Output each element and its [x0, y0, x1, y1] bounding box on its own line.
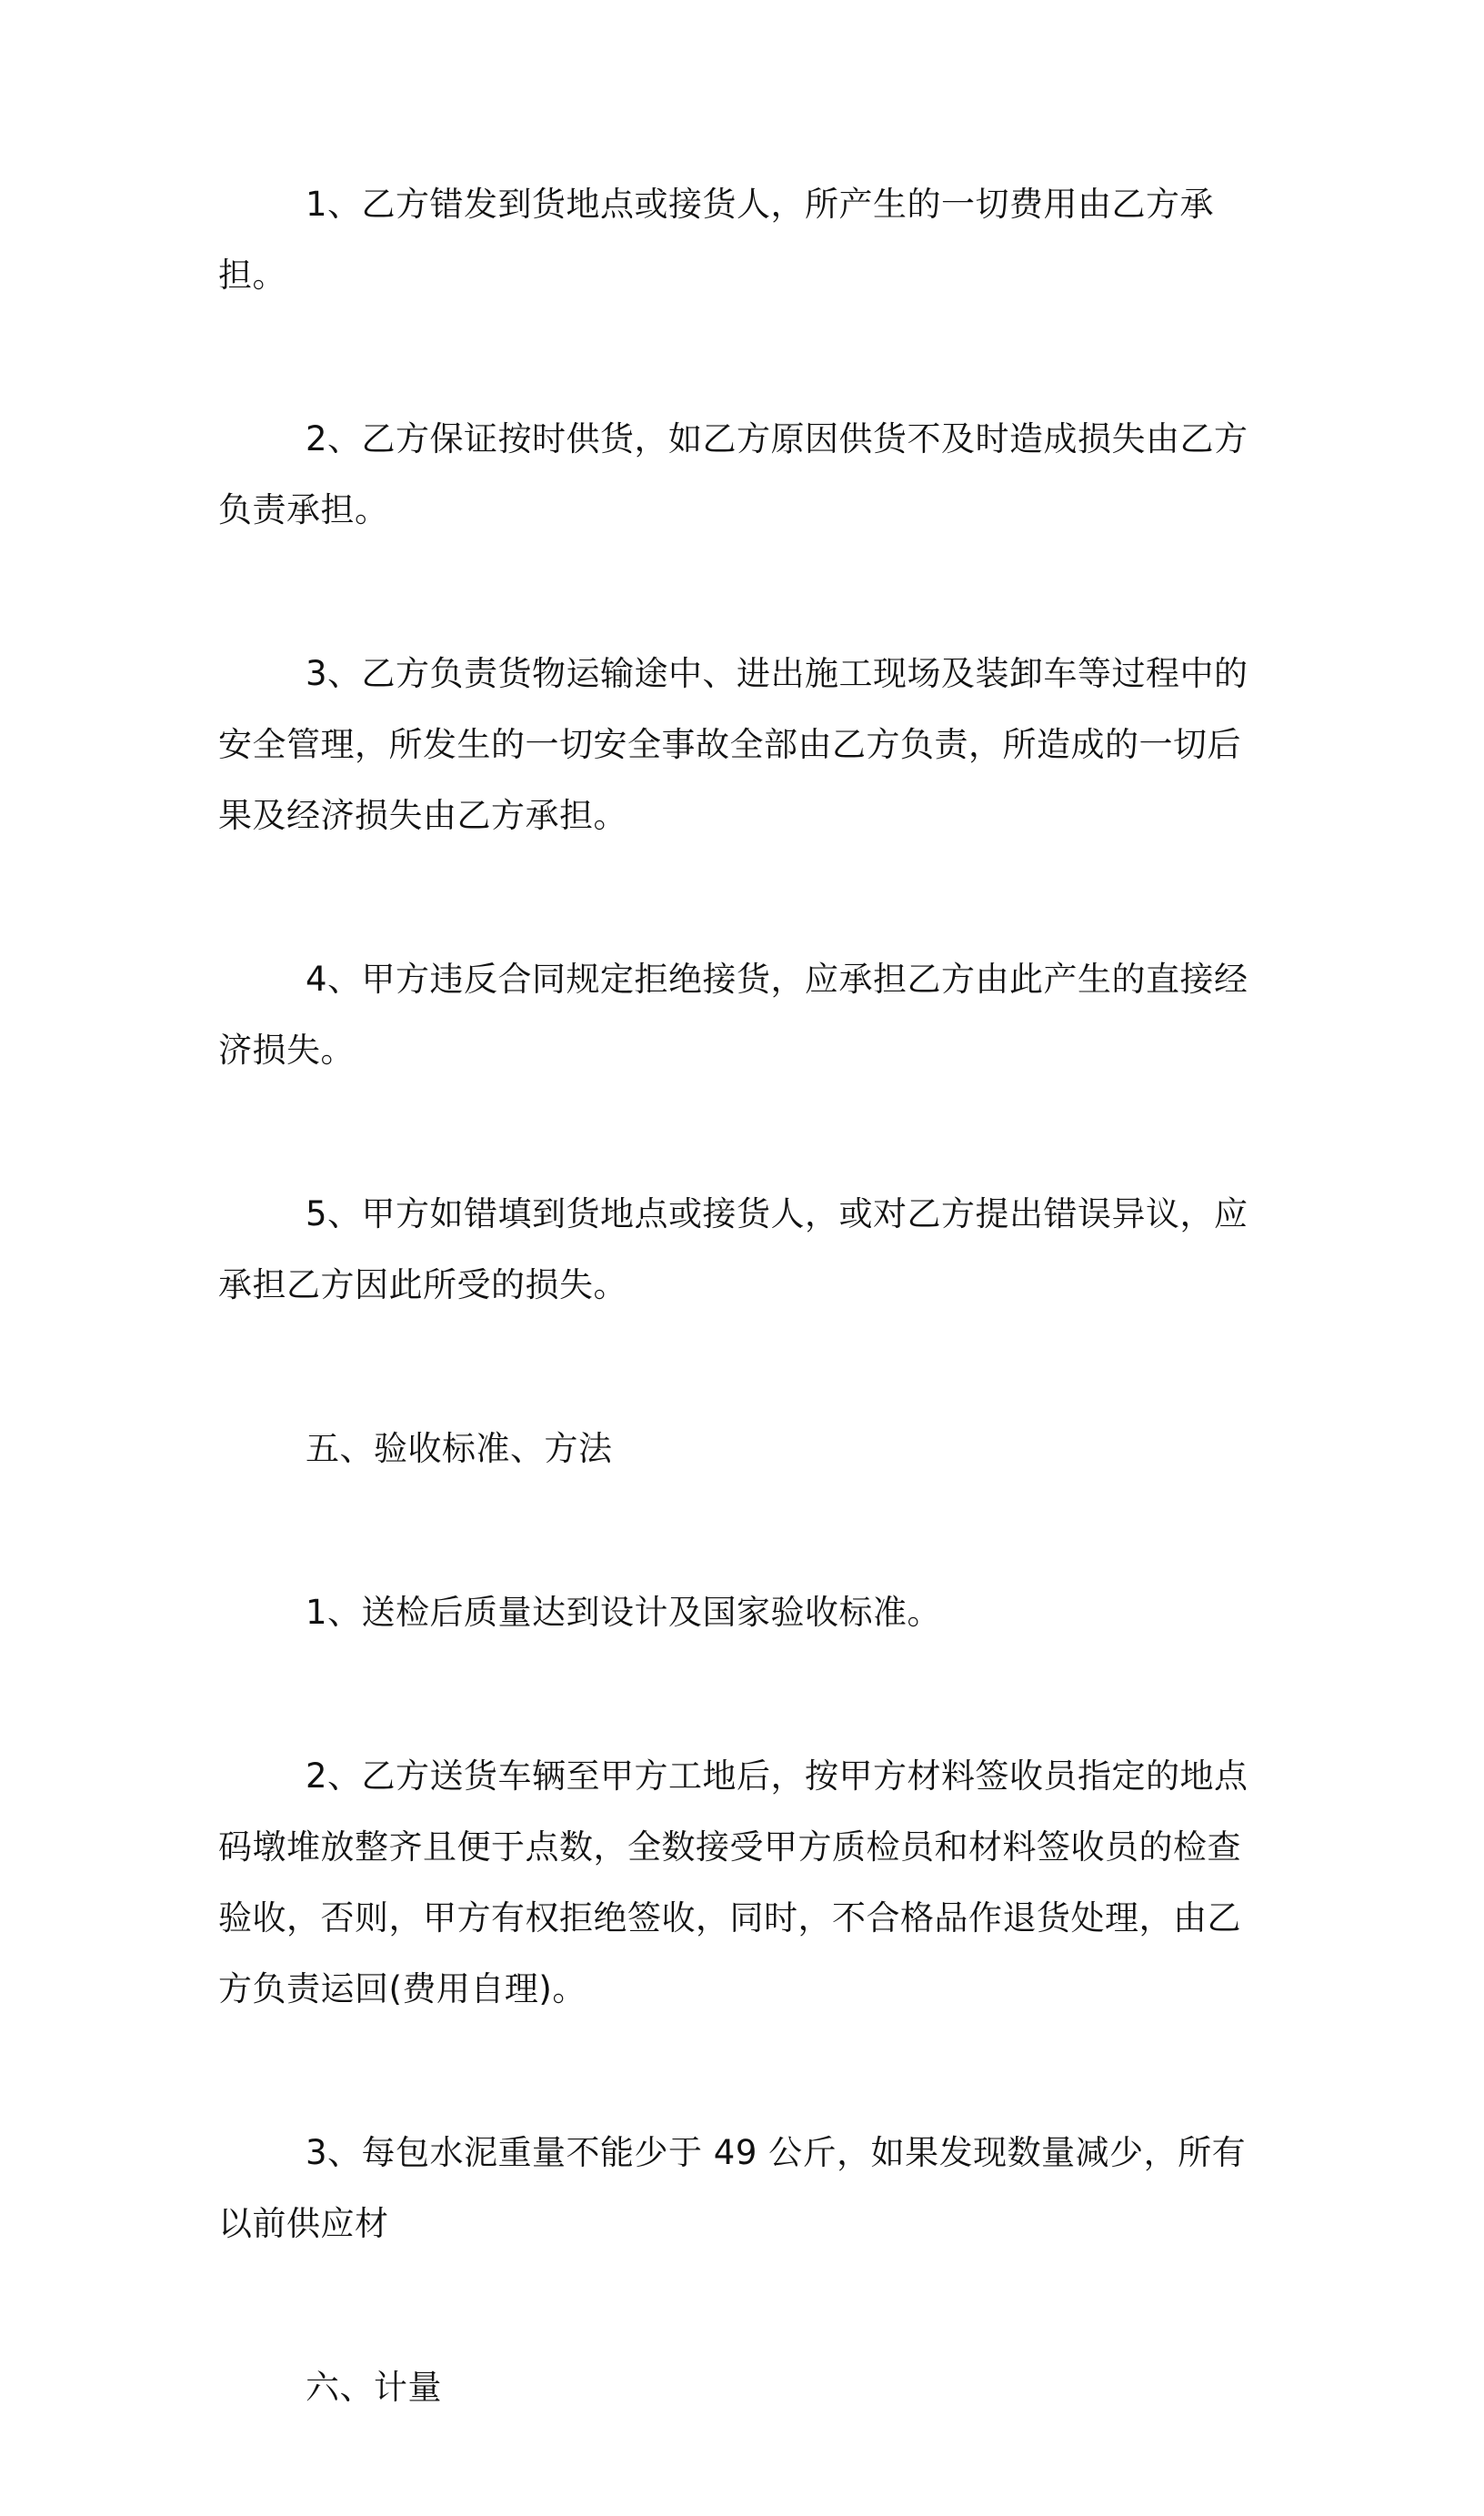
- clause-paragraph-3: 3、乙方负责货物运输途中、进出施工现场及装卸车等过程中的安全管理，所发生的一切安全事故全部由乙方负责，所造成的一切后果及经济损失由乙方承担。: [218, 654, 1248, 835]
- clause-paragraph-2: 2、乙方保证按时供货，如乙方原因供货不及时造成损失由乙方负责承担。: [218, 419, 1248, 529]
- document-body: [218, 169, 1255, 2516]
- acceptance-paragraph-1: 1、送检后质量达到设计及国家验收标准。: [306, 1593, 942, 1632]
- acceptance-paragraph-2: 2、乙方送货车辆至甲方工地后，按甲方材料签收员指定的地点码墩堆放整齐且便于点数，全数接受甲方质检员和材料签收员的检查验收，否则，甲方有权拒绝签收，同时，不合格品作退货处理，由乙方负责运回(费用自理)。: [218, 1756, 1248, 2008]
- acceptance-paragraph-3: 3、每包水泥重量不能少于 49 公斤，如果发现数量减少，所有以前供应材: [218, 2133, 1247, 2243]
- section-heading-acceptance: 五、验收标准、方法: [306, 1429, 613, 1468]
- section-heading-measurement: 六、计量: [306, 2368, 442, 2407]
- clause-paragraph-4: 4、甲方违反合同规定拒绝接货，应承担乙方由此产生的直接经济损失。: [218, 960, 1248, 1070]
- clause-paragraph-5: 5、甲方如错填到货地点或接货人，或对乙方提出错误异议，应承担乙方因此所受的损失。: [218, 1194, 1248, 1304]
- clause-paragraph-1: 1、乙方错发到货地点或接货人，所产生的一切费用由乙方承担。: [218, 185, 1215, 295]
